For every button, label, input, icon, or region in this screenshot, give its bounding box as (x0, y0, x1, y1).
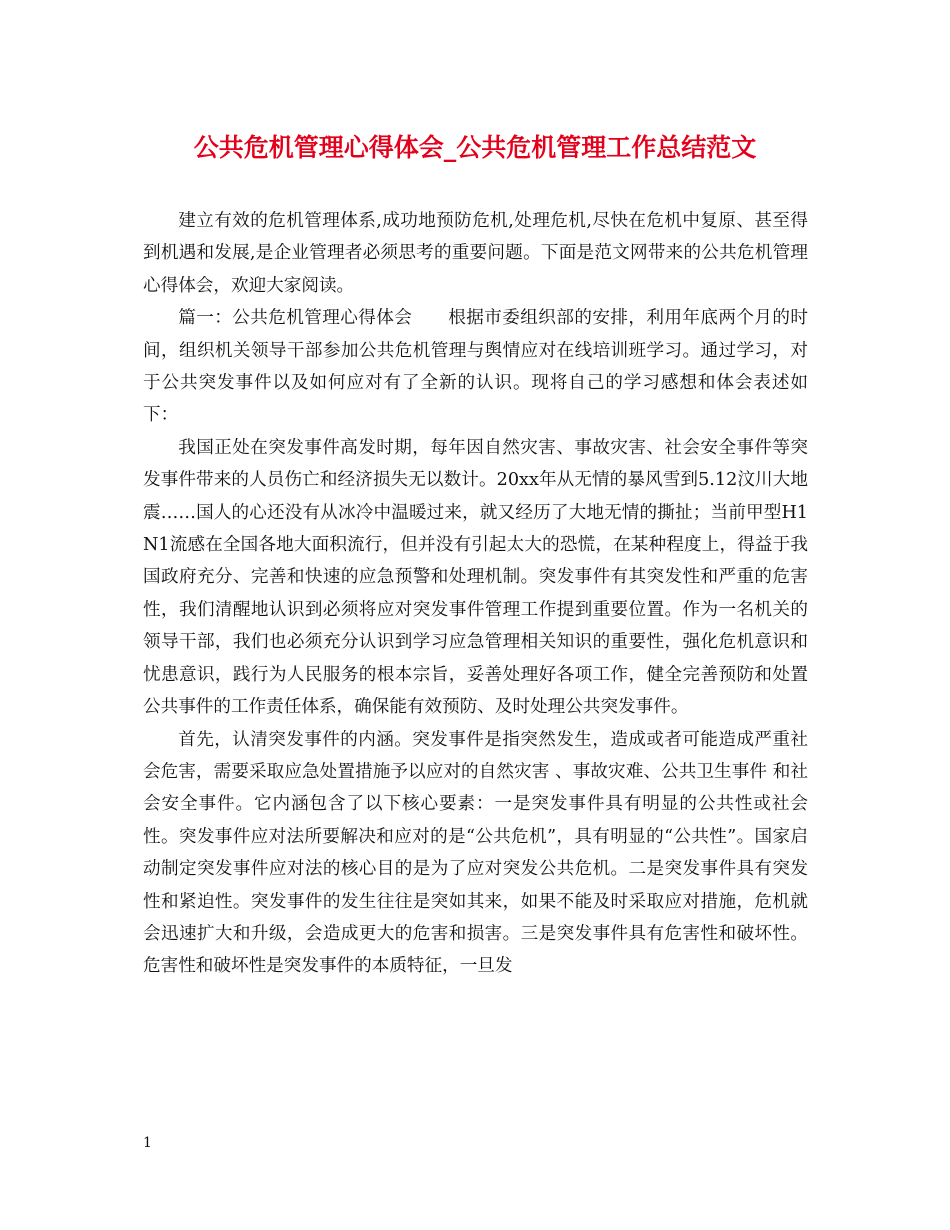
paragraph-intro: 建立有效的危机管理体系,成功地预防危机,处理危机,尽快在危机中复原、甚至得到机遇和发展,是企业管理者必须思考的重要问题。下面是范文网带来的公共危机管理心得体会，欢迎大家阅读。 (143, 211, 808, 296)
paragraph-background: 我国正处在突发事件高发时期，每年因自然灾害、事故灾害、社会安全事件等突发事件带来的人员伤亡和经济损失无以数计。20xx年从无情的暴风雪到5.12汶川大地震……国人的心还没有从冰冷中温暖过来，就又经历了大地无情的撕扯；当前甲型H1N1流感在全国各地大面积流行，但并没有引起太大的恐慌，在某种程度上，得益于我国政府充分、完善和快速的应急预警和处理机制。突发事件有其突发性和严重的危害性，我们清醒地认识到必须将应对突发事件管理工作提到重要位置。作为一名机关的领导干部，我们也必须充分认识到学习应急管理相关知识的重要性，强化危机意识和忧患意识，践行为人民服务的根本宗旨，妥善处理好各项工作，健全完善预防和处置公共事件的工作责任体系，确保能有效预防、及时处理公共突发事件。 (143, 437, 808, 718)
document-body (143, 205, 808, 983)
page-number: 1 (143, 1135, 152, 1151)
paragraph-part-one: 篇一：公共危机管理心得体会 根据市委组织部的安排，利用年底两个月的时间，组织机关领导干部参加公共危机管理与舆情应对在线培训班学习。通过学习，对于公共突发事件以及如何应对有了全新的认识。现将自己的学习感想和体会表述如下： (143, 308, 808, 426)
paragraph-first-point: 首先，认清突发事件的内涵。突发事件是指突然发生，造成或者可能造成严重社会危害，需要采取应急处置措施予以应对的自然灾害 、事故灾难、公共卫生事件 和社会安全事件。它内涵包含了以下核心要素：一是突发事件具有明显的公共性或社会性。突发事件应对法所要解决和应对的是“公共危机”，具有明显的“公共性”。国家启动制定突发事件应对法的核心目的是为了应对突发公共危机。二是突发事件具有突发性和紧迫性。突发事件的发生往往是突如其来，如果不能及时采取应对措施，危机就会迅速扩大和升级，会造成更大的危害和损害。三是突发事件具有危害性和破坏性。危害性和破坏性是突发事件的本质特征，一旦发 (143, 729, 808, 977)
document-title: 公共危机管理心得体会_公共危机管理工作总结范文 (193, 133, 757, 162)
